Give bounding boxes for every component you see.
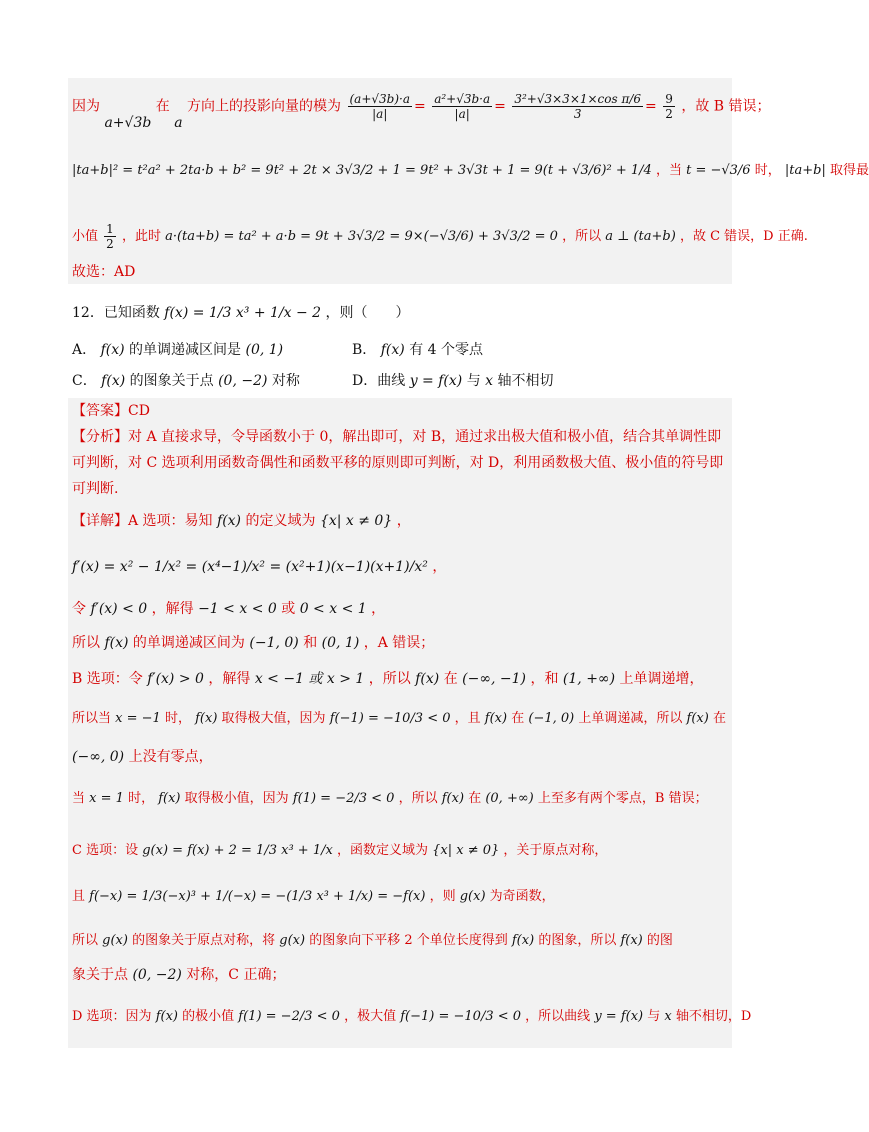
text: C 选项：设 — [72, 843, 139, 858]
math-expression: (−∞, 0) — [72, 749, 125, 765]
detail-line-1 — [72, 512, 411, 530]
text: 且 — [72, 889, 86, 904]
math-expression: f(1) = −2/3 < 0 — [238, 1009, 340, 1024]
math-expression: |ta+b|² = t²a² + 2ta·b + b² = 9t² + 2t × 3√3/2 + 1 = 9t² + 3√3t + 1 = 9(t + √3/6)² + 1/4 — [72, 163, 652, 178]
math-expression: −1 < x < 0 — [198, 601, 277, 617]
text: ，故 C 错误，D 正确. — [679, 229, 808, 244]
numerator: 9 — [665, 92, 673, 106]
math-expression: f(x) — [158, 791, 181, 806]
text: ，所以 — [398, 791, 438, 806]
text: 的图象关于原点对称，将 — [132, 933, 276, 948]
detail-line-7 — [72, 748, 213, 766]
text: 因为 — [72, 98, 100, 115]
text: 与 — [466, 373, 481, 389]
detail-line-11 — [72, 932, 673, 950]
math-expression: {x| x ≠ 0} — [432, 843, 500, 858]
detail-line-9 — [72, 842, 607, 860]
text: 为奇函数， — [489, 889, 555, 904]
text: ，则（ ） — [325, 305, 410, 321]
text: 的图象，所以 — [538, 933, 617, 948]
text: ，此时 — [121, 229, 161, 244]
math-expression: f(x) — [104, 635, 129, 651]
text: 的单调递减区间是 — [129, 342, 242, 358]
math-expression: (0, −2) — [218, 373, 268, 389]
text: ， — [432, 559, 447, 575]
math-expression: f(1) = −2/3 < 0 — [292, 791, 395, 806]
denominator: 3 — [573, 107, 582, 121]
fraction — [663, 92, 675, 121]
text: 取得极大值，因为 — [221, 711, 326, 726]
text: 上没有零点， — [128, 749, 213, 765]
math-expression: |ta+b| — [784, 163, 826, 178]
text: ，且 — [454, 711, 481, 726]
math-expression: f′(x) = x² − 1/x² = (x⁴−1)/x² = (x²+1)(x−1)(x+1)/x² — [72, 559, 428, 575]
math-expression: f(−x) = 1/3(−x)³ + 1/(−x) = −(1/3 x³ + 1/x) = −f(x) — [89, 889, 426, 904]
detail-line-13 — [72, 1008, 751, 1026]
option-c — [72, 372, 300, 390]
detail-line-3 — [72, 600, 385, 618]
option-d — [352, 372, 554, 390]
math-expression: y = f(x) — [594, 1009, 644, 1024]
text: 的极小值 — [182, 1009, 235, 1024]
analysis-line-3: 可判断. — [72, 481, 119, 497]
math-expression: f(x) — [620, 933, 643, 948]
text: 轴不相切 — [497, 373, 554, 389]
math-expression: f(x) — [415, 671, 440, 687]
text: ，A 错误； — [363, 635, 435, 651]
text: ，故 B 错误； — [681, 98, 771, 115]
choice-summary: 故选：AD — [72, 264, 136, 280]
text: 所以当 — [72, 711, 112, 726]
detail-line-2 — [72, 558, 446, 576]
text: 小值 — [72, 229, 99, 244]
text: 时， — [754, 163, 781, 178]
denominator: 2 — [106, 237, 114, 251]
text: ， — [371, 601, 386, 617]
question-number: 12．已知函数 — [72, 305, 160, 321]
text: ，所以 — [368, 671, 411, 687]
math-expression: f′(x) < 0 — [90, 601, 148, 617]
text: 【详解】A 选项：易知 — [72, 513, 213, 529]
math-expression: g(x) = f(x) + 2 = 1/3 x³ + 1/x — [142, 843, 333, 858]
text: 在 — [443, 671, 458, 687]
text: 所以 — [72, 635, 100, 651]
numerator: 3²+√3×3×1×cos π/6 — [514, 92, 642, 106]
denominator: 2 — [665, 107, 673, 121]
text: ，则 — [429, 889, 456, 904]
numerator: 1 — [106, 222, 114, 236]
text: ，所以 — [562, 229, 602, 244]
numerator: (a+√3b)·a — [349, 92, 411, 106]
math-expression: g(x) — [279, 933, 306, 948]
math-expression: f(x) — [441, 791, 465, 806]
math-expression: (−∞, −1) — [462, 671, 527, 687]
min-value-line — [72, 222, 808, 251]
math-expression: g(x) — [459, 889, 486, 904]
text: 的图象关于点 — [129, 373, 214, 389]
math-expression: f(x) = 1/3 x³ + 1/x − 2 — [164, 305, 322, 321]
fraction — [348, 92, 413, 121]
text: 上单调递减，所以 — [578, 711, 683, 726]
text: 和 — [303, 635, 318, 651]
text: ，函数定义域为 — [336, 843, 428, 858]
math-vector: a — [174, 114, 183, 131]
math-expression: t = −√3/6 — [686, 163, 751, 178]
math-expression: x = −1 — [115, 711, 161, 726]
detail-line-5 — [72, 670, 704, 688]
text: ，所以曲线 — [525, 1009, 591, 1024]
text: 在 — [511, 711, 525, 726]
math-expression: f(x) — [511, 933, 535, 948]
option-label: A． — [72, 342, 97, 358]
math-expression: 0 < x < 1 — [299, 601, 367, 617]
text: 令 — [72, 601, 86, 617]
text: 的图象向下平移 2 个单位长度得到 — [309, 933, 508, 948]
analysis-line-2: 可判断，对 C 选项利用函数奇偶性和函数平移的原则即可判断，对 D，利用函数极大值、极小值的符号即 — [72, 455, 724, 471]
math-expression: (0, +∞) — [485, 791, 534, 806]
math-expression: x — [664, 1009, 672, 1024]
math-expression: a·(ta+b) = ta² + a·b = 9t + 3√3/2 = 9×(−√3/6) + 3√3/2 = 0 — [165, 229, 558, 244]
math-expression: (0, −2) — [132, 967, 182, 983]
text: 对称，C 正确； — [186, 967, 286, 983]
math-expression: f(−1) = −10/3 < 0 — [400, 1009, 522, 1024]
numerator: a²+√3b·a — [434, 92, 491, 106]
denominator: |a| — [372, 107, 388, 121]
analysis-line-1: 【分析】对 A 直接求导，令导函数小于 0，解出即可，对 B，通过求出极大值和极小值，结合其单调性即 — [72, 429, 722, 445]
math-expression: x < −1 或 x > 1 — [254, 671, 365, 687]
answer-line: 【答案】CD — [72, 403, 150, 419]
math-expression: f(−1) = −10/3 < 0 — [329, 711, 451, 726]
detail-line-4 — [72, 634, 434, 652]
option-b — [352, 341, 483, 359]
text: 轴不相切，D — [675, 1009, 752, 1024]
text: ，和 — [530, 671, 559, 687]
text: 或 — [281, 601, 296, 617]
math-expression: (1, +∞) — [562, 671, 616, 687]
math-expression: f(x) — [195, 711, 218, 726]
text: 在 — [468, 791, 482, 806]
text: ，关于原点对称， — [503, 843, 608, 858]
math-expression: f(x) — [100, 342, 125, 358]
text: D 选项：因为 — [72, 1009, 152, 1024]
question-12-stem — [72, 304, 410, 322]
text: 的单调递减区间为 — [132, 635, 245, 651]
math-expression: f′(x) > 0 — [147, 671, 204, 687]
text: 上至多有两个零点，B 错误； — [537, 791, 708, 806]
text: ，解得 — [151, 601, 194, 617]
math-expression: g(x) — [102, 933, 128, 948]
math-expression: (−1, 0) — [528, 711, 575, 726]
detail-line-10 — [72, 888, 555, 906]
math-expression: f(x) — [155, 1009, 178, 1024]
option-label: C． — [72, 373, 97, 389]
detail-line-12 — [72, 966, 285, 984]
math-expression: a ⊥ (ta+b) — [605, 229, 676, 244]
text: 方向上的投影向量的模为 — [187, 98, 342, 115]
option-label: D．曲线 — [352, 373, 406, 389]
math-expression: x = 1 — [89, 791, 124, 806]
text: B 选项：令 — [72, 671, 143, 687]
text: ，极大值 — [344, 1009, 397, 1024]
text: ，解得 — [208, 671, 251, 687]
math-expression: (−1, 0) — [249, 635, 299, 651]
text: 对称 — [271, 373, 300, 389]
text: 的定义域为 — [245, 513, 316, 529]
detail-line-8 — [72, 790, 708, 808]
text: 在 — [712, 711, 726, 726]
denominator: |a| — [454, 107, 470, 121]
fraction — [104, 222, 116, 251]
text: 当 — [72, 791, 86, 806]
fraction — [512, 92, 643, 121]
text: 所以 — [72, 933, 99, 948]
text: 的图 — [646, 933, 673, 948]
modulus-line — [72, 162, 869, 180]
text: 时， — [164, 711, 191, 726]
text: 有 4 个零点 — [409, 342, 484, 358]
text: 时， — [128, 791, 155, 806]
math-expression: f(x) — [686, 711, 709, 726]
math-expression: (0, 1) — [321, 635, 360, 651]
text: 取得极小值，因为 — [184, 791, 289, 806]
projection-line: 因为 a+√3b 在 a 方向上的投影向量的模为 $\frac{(a+√3b)\cdot a}{|a|}$ = $\frac{\text{a²+√3b·a}}{|a|}$ = $\frac{\text{3²+√3×3×1×cos π/6}}{3}$ = $\frac{9}{2}$ ，故 B 错误； — [72, 92, 771, 131]
math-expression: f(x) — [484, 711, 508, 726]
option-a — [72, 341, 283, 359]
math-expression: {x| x ≠ 0} — [319, 513, 393, 529]
detail-line-6 — [72, 710, 726, 728]
text: 象关于点 — [72, 967, 128, 983]
math-expression: y = f(x) — [409, 373, 463, 389]
math-expression: f(x) — [380, 342, 405, 358]
option-label: B． — [352, 342, 377, 358]
math-expression: f(x) — [217, 513, 242, 529]
math-expression: x — [485, 373, 494, 389]
text: ， — [396, 513, 411, 529]
math-vector: a+√3b — [104, 114, 152, 131]
text: 与 — [647, 1009, 661, 1024]
text: ，当 — [655, 163, 682, 178]
text: 在 — [155, 98, 170, 115]
text: 取得最 — [829, 163, 869, 178]
math-expression: (0, 1) — [245, 342, 284, 358]
fraction — [432, 92, 492, 121]
math-expression: f(x) — [101, 373, 126, 389]
text: 上单调递增， — [619, 671, 704, 687]
